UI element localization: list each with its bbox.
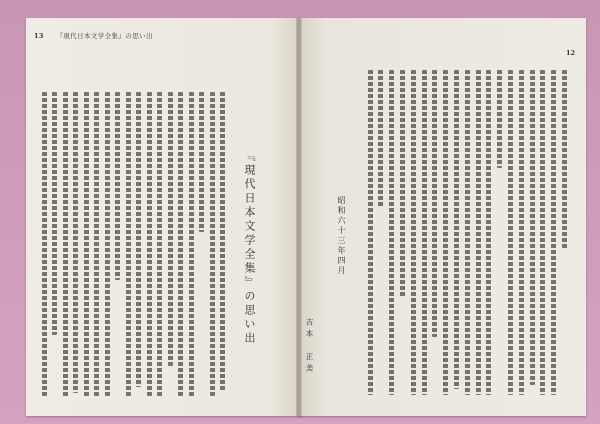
text-column <box>136 92 141 387</box>
text-column <box>411 70 416 395</box>
text-column <box>562 70 567 249</box>
text-column <box>465 70 470 395</box>
text-column <box>52 92 57 335</box>
text-column <box>147 92 152 396</box>
text-column <box>486 70 491 395</box>
text-column <box>454 70 459 389</box>
essay-author: 吉本 正美 <box>305 318 314 376</box>
text-column <box>432 70 437 337</box>
text-column <box>389 70 394 395</box>
text-column <box>199 92 204 232</box>
text-column <box>368 70 373 395</box>
text-column <box>551 70 556 395</box>
text-column <box>63 92 68 396</box>
text-column <box>508 70 513 395</box>
text-column <box>210 92 215 396</box>
left-running-head <box>34 31 153 40</box>
text-column <box>178 92 183 396</box>
text-column <box>105 92 110 396</box>
text-column <box>42 92 47 396</box>
text-column <box>189 92 194 396</box>
essay-date: 昭和六十三年四月 <box>337 196 346 276</box>
text-column <box>73 92 78 393</box>
text-column <box>443 70 448 395</box>
text-column <box>378 70 383 207</box>
text-column <box>126 92 131 396</box>
text-column <box>157 92 162 396</box>
text-column <box>400 70 405 297</box>
text-column <box>530 70 535 385</box>
book-gutter <box>296 18 302 416</box>
text-column <box>168 92 173 366</box>
left-running-head-text: 『現代日本文学全集』の思い出 <box>56 32 153 40</box>
text-column <box>497 70 502 168</box>
essay-title: 『現代日本文学全集』の思い出 <box>243 150 256 346</box>
text-column <box>519 70 524 395</box>
text-column <box>422 70 427 395</box>
left-page-number: 13 <box>34 32 44 40</box>
text-column <box>115 92 120 280</box>
text-column <box>94 92 99 396</box>
text-column <box>220 92 225 390</box>
text-column <box>540 70 545 395</box>
right-page-number: 12 <box>566 49 576 57</box>
text-column <box>476 70 481 395</box>
text-column <box>84 92 89 396</box>
